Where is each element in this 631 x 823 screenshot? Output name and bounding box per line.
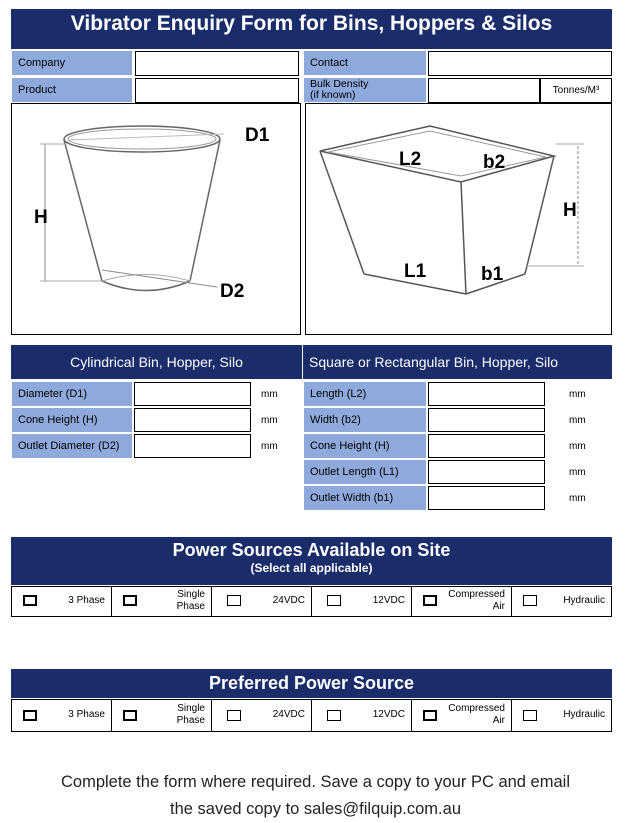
outlet-length-label: Outlet Length (L1) (303, 459, 427, 485)
rect-cone-height-label: Cone Height (H) (303, 433, 427, 459)
preferred-option-hydraulic[interactable] (512, 700, 611, 731)
cone-height-input[interactable] (134, 408, 251, 432)
power-option-24vdc[interactable] (212, 587, 312, 616)
outlet-width-input[interactable] (428, 486, 545, 510)
length-l2-unit: mm (569, 388, 586, 400)
diameter-d1-unit: mm (261, 388, 278, 400)
outlet-diameter-input[interactable] (134, 434, 251, 458)
outlet-width-label: Outlet Width (b1) (303, 485, 427, 511)
power-sources-subtitle: (Select all applicable) (250, 561, 373, 575)
preferred-option-label (448, 703, 505, 727)
outlet-length-input[interactable] (428, 460, 545, 484)
power-option-label (448, 589, 505, 613)
label-line1: Compressed (448, 589, 505, 600)
diameter-d1-input[interactable] (134, 382, 251, 406)
checkbox-single-phase[interactable] (123, 595, 137, 606)
cylindrical-diagram-box (11, 103, 301, 335)
outlet-length-unit: mm (569, 466, 586, 478)
rect-cone-height-input[interactable] (428, 434, 545, 458)
power-option-label: Hydraulic (563, 595, 605, 606)
power-option-compressed-air[interactable] (412, 587, 512, 616)
label-line1: Single (177, 589, 205, 600)
bulk-density-label (303, 77, 427, 103)
rectangular-title: Square or Rectangular Bin, Hopper, Silo (303, 345, 612, 379)
label-line2: Air (492, 715, 505, 726)
form-title: Vibrator Enquiry Form for Bins, Hoppers & Silos (11, 9, 612, 49)
power-sources-row (11, 586, 612, 617)
contact-label: Contact (303, 50, 427, 76)
width-b2-unit: mm (569, 414, 586, 426)
l1-label: L1 (404, 261, 427, 282)
preferred-checkbox-compressed-air[interactable] (423, 710, 437, 721)
power-sources-title: Power Sources Available on Site (172, 540, 451, 560)
power-option-hydraulic[interactable] (512, 587, 611, 616)
rect-h-label: H (563, 200, 577, 221)
d1-label: D1 (245, 125, 270, 146)
preferred-checkbox-3-phase[interactable] (23, 710, 37, 721)
preferred-power-row (11, 699, 612, 732)
power-option-3-phase[interactable] (12, 587, 112, 616)
preferred-checkbox-hydraulic[interactable] (523, 710, 537, 721)
b2-label: b2 (483, 152, 506, 173)
cone-height-label: Cone Height (H) (11, 407, 133, 433)
preferred-option-single-phase[interactable] (112, 700, 212, 731)
preferred-checkbox-12vdc[interactable] (327, 710, 341, 721)
length-l2-input[interactable] (428, 382, 545, 406)
preferred-checkbox-24vdc[interactable] (227, 710, 241, 721)
preferred-option-label: 24VDC (272, 709, 305, 720)
bulk-density-label-line1: Bulk Density (310, 78, 369, 90)
b1-label: b1 (481, 264, 504, 285)
power-option-label: 3 Phase (68, 595, 105, 606)
l2-label: L2 (399, 149, 422, 170)
company-label: Company (11, 50, 133, 76)
power-option-label (177, 589, 205, 613)
power-sources-header (11, 537, 612, 585)
preferred-checkbox-single-phase[interactable] (123, 710, 137, 721)
outlet-diameter-unit: mm (261, 440, 278, 452)
cylindrical-title: Cylindrical Bin, Hopper, Silo (11, 345, 302, 379)
checkbox-compressed-air[interactable] (423, 595, 437, 606)
diameter-d1-label: Diameter (D1) (11, 381, 133, 407)
label-line2: Phase (176, 715, 205, 726)
label-line2: Phase (176, 601, 205, 612)
d2-label: D2 (220, 281, 245, 302)
rect-cone-height-unit: mm (569, 440, 586, 452)
power-option-12vdc[interactable] (312, 587, 412, 616)
outlet-width-unit: mm (569, 492, 586, 504)
preferred-option-label: 12VDC (372, 709, 405, 720)
power-option-label: 24VDC (272, 595, 305, 606)
preferred-option-label (177, 703, 205, 727)
footer-instructions (0, 769, 631, 823)
preferred-option-label: 3 Phase (68, 709, 105, 720)
checkbox-12vdc[interactable] (327, 595, 341, 606)
company-input[interactable] (135, 51, 299, 76)
length-l2-label: Length (L2) (303, 381, 427, 407)
width-b2-label: Width (b2) (303, 407, 427, 433)
footer-line2: the saved copy to sales@filquip.com.au (170, 800, 461, 818)
rectangular-bin-diagram (306, 104, 611, 334)
product-label: Product (11, 77, 133, 103)
label-line2: Air (492, 601, 505, 612)
cyl-h-label: H (34, 207, 48, 228)
checkbox-24vdc[interactable] (227, 595, 241, 606)
preferred-option-3-phase[interactable] (12, 700, 112, 731)
density-unit: Tonnes/M³ (540, 78, 612, 103)
preferred-option-12vdc[interactable] (312, 700, 412, 731)
rectangular-diagram-box (305, 103, 612, 335)
label-line1: Compressed (448, 703, 505, 714)
footer-line1: Complete the form where required. Save a copy to your PC and email (60, 773, 570, 791)
checkbox-hydraulic[interactable] (523, 595, 537, 606)
cone-height-unit: mm (261, 414, 278, 426)
bulk-density-label-line2: (if known) (310, 89, 356, 101)
power-option-label: 12VDC (372, 595, 405, 606)
preferred-option-24vdc[interactable] (212, 700, 312, 731)
label-line1: Single (177, 703, 205, 714)
outlet-diameter-label: Outlet Diameter (D2) (11, 433, 133, 459)
bulk-density-input[interactable] (428, 78, 540, 103)
cylindrical-bin-diagram (12, 104, 300, 334)
preferred-option-label: Hydraulic (563, 709, 605, 720)
power-option-single-phase[interactable] (112, 587, 212, 616)
contact-input[interactable] (428, 51, 612, 76)
product-input[interactable] (135, 78, 299, 103)
preferred-option-compressed-air[interactable] (412, 700, 512, 731)
preferred-power-title: Preferred Power Source (11, 669, 612, 698)
checkbox-3-phase[interactable] (23, 595, 37, 606)
width-b2-input[interactable] (428, 408, 545, 432)
